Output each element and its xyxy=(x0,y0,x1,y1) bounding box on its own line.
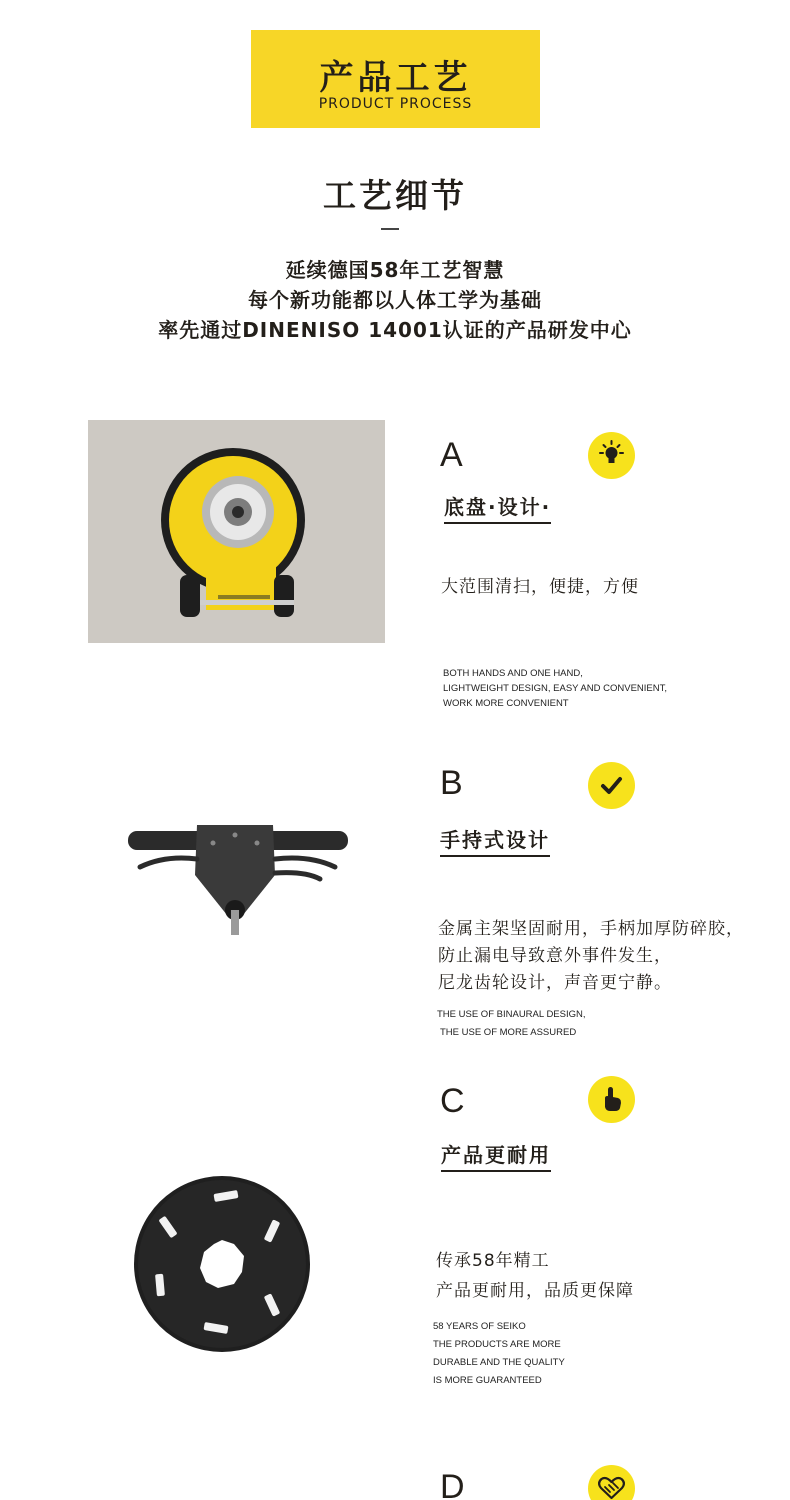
feature-title-c: 产品更耐用 xyxy=(441,1142,551,1172)
pointing-hand-icon xyxy=(588,1076,635,1123)
feature-title-a: 底盘·设计· xyxy=(444,494,551,524)
heart-handshake-icon xyxy=(588,1465,635,1500)
handle-photo xyxy=(125,815,355,935)
brush-disc-photo xyxy=(130,1172,315,1357)
feature-desc-en-b: THE USE OF BINAURAL DESIGN, THE USE OF MORE ASSURED xyxy=(437,1009,586,1038)
banner-title-cn: 产品工艺 xyxy=(319,58,472,98)
feature-desc-cn-c: 传承58年精工 产品更耐用，品质更保障 xyxy=(436,1251,634,1301)
feature-letter-b: B xyxy=(440,764,463,802)
feature-letter-d: D xyxy=(440,1468,465,1500)
feature-desc-cn-b: 金属主架坚固耐用，手柄加厚防碎胶， 防止漏电导致意外事件发生， 尼龙齿轮设计，声音更宁静。 xyxy=(438,919,744,993)
feature-title-b: 手持式设计 xyxy=(440,827,550,857)
feature-desc-en-a: BOTH HANDS AND ONE HAND, LIGHTWEIGHT DESIGN, EASY AND CONVENIENT, WORK MORE CONVENIENT xyxy=(443,668,667,709)
feature-letter-a: A xyxy=(440,436,463,474)
intro-line: 延续德国58年工艺智慧 xyxy=(285,258,505,282)
section-title: 工艺细节 xyxy=(323,176,467,215)
chassis-photo xyxy=(88,420,385,643)
feature-desc-en-c: 58 YEARS OF SEIKO THE PRODUCTS ARE MORE DURABLE AND THE QUALITY IS MORE GUARANTEED xyxy=(433,1321,565,1386)
section-banner xyxy=(251,30,540,128)
feature-desc-cn-a: 大范围清扫，便捷，方便 xyxy=(441,577,639,597)
banner-title-en: PRODUCT PROCESS xyxy=(318,96,473,112)
intro-line: 率先通过DINENISO 14001认证的产品研发中心 xyxy=(158,318,632,342)
section-divider xyxy=(381,228,399,230)
lightbulb-icon xyxy=(588,432,635,479)
checkmark-icon xyxy=(588,762,635,809)
feature-letter-c: C xyxy=(440,1082,465,1120)
intro-line: 每个新功能都以人体工学为基础 xyxy=(248,288,542,312)
